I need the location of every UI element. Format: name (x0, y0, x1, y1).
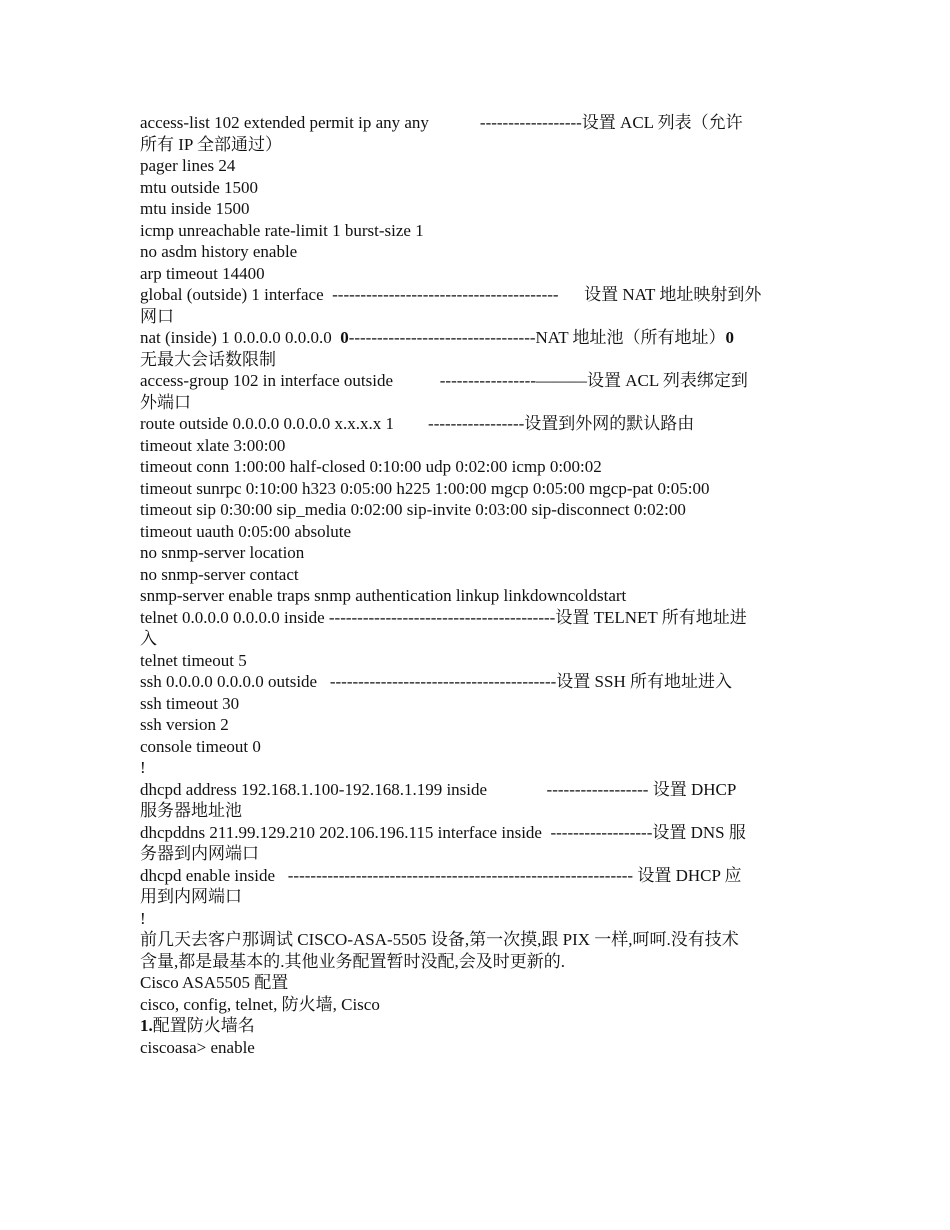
text-line: ! (140, 908, 146, 928)
section-title: 配置防火墙名 (152, 1016, 255, 1035)
text-line: 网口 (140, 306, 174, 326)
text-line: no asdm history enable (140, 242, 298, 261)
text-line: pager lines 24 (140, 156, 236, 175)
text-line: 所有 IP 全部通过） (140, 134, 282, 154)
section-number: 1. (140, 1016, 153, 1035)
text-line: console timeout 0 (140, 736, 261, 756)
text-line: 用到内网端口 (140, 887, 242, 906)
document-body (140, 112, 812, 1058)
nat-line-comment: ---------------------------------NAT 地址池（所有地址） (348, 328, 726, 347)
section-heading (140, 1015, 812, 1037)
text-line: dhcpd enable inside ------------------------------------------------------------- 设置 DHCP 应 (140, 865, 742, 885)
text-line: mtu outside 1500 (140, 177, 259, 197)
text-line: ciscoasa> enable (140, 1037, 255, 1057)
text-line: ssh timeout 30 (140, 693, 240, 713)
text-line: ! (140, 758, 146, 777)
text-line: 务器到内网端口 (140, 844, 259, 863)
text-line: icmp unreachable rate-limit 1 burst-size 1 (140, 220, 424, 240)
text-line: timeout conn 1:00:00 half-closed 0:10:00 udp 0:02:00 icmp 0:00:02 (140, 457, 602, 476)
nat-line-bold-zero-end: 0 (725, 328, 735, 347)
text-line: dhcpddns 211.99.129.210 202.106.196.115 interface inside ------------------设置 DNS 服 (140, 822, 746, 842)
text-line: 含量,都是最基本的.其他业务配置暂时没配,会及时更新的. (140, 951, 565, 971)
text-line: timeout sunrpc 0:10:00 h323 0:05:00 h225 1:00:00 mgcp 0:05:00 mgcp-pat 0:05:00 (140, 478, 710, 498)
text-line: 外端口 (140, 392, 191, 412)
text-line: arp timeout 14400 (140, 263, 265, 283)
text-line: no snmp-server contact (140, 564, 299, 584)
text-line: no snmp-server location (140, 543, 305, 562)
text-line: route outside 0.0.0.0 0.0.0.0 x.x.x.x 1 -----------------设置到外网的默认路由 (140, 414, 695, 433)
nat-line (140, 327, 812, 349)
text-line: timeout sip 0:30:00 sip_media 0:02:00 sip-invite 0:03:00 sip-disconnect 0:02:00 (140, 500, 686, 519)
nat-line-command: nat (inside) 1 0.0.0.0 0.0.0.0 (140, 328, 341, 347)
text-line: dhcpd address 192.168.1.100-192.168.1.199 inside ------------------ 设置 DHCP (140, 779, 737, 799)
text-line: global (outside) 1 interface ---------------------------------------- 设置 NAT 地址映射到外 (140, 285, 762, 304)
text-line: ssh 0.0.0.0 0.0.0.0 outside ----------------------------------------设置 SSH 所有地址进入 (140, 672, 732, 691)
text-line: ssh version 2 (140, 715, 229, 734)
text-line: timeout uauth 0:05:00 absolute (140, 521, 352, 541)
text-line: access-list 102 extended permit ip any any ------------------设置 ACL 列表（允许 (140, 113, 743, 132)
text-line: telnet timeout 5 (140, 650, 247, 670)
nat-line-bold-zero: 0 (340, 328, 349, 347)
text-line: 前几天去客户那调试 CISCO-ASA-5505 设备,第一次摸,跟 PIX 一样,呵呵.没有技术 (140, 930, 739, 949)
text-line: snmp-server enable traps snmp authentication linkup linkdowncoldstart (140, 586, 627, 605)
text-line: mtu inside 1500 (140, 199, 250, 218)
text-line: access-group 102 in interface outside -----------------———设置 ACL 列表绑定到 (140, 371, 748, 390)
text-line: telnet 0.0.0.0 0.0.0.0 inside ----------------------------------------设置 TELNET 所有地址进 (140, 607, 747, 627)
text-line: 无最大会话数限制 (140, 349, 276, 369)
text-line: Cisco ASA5505 配置 (140, 973, 289, 992)
text-line: timeout xlate 3:00:00 (140, 435, 286, 455)
text-line: cisco, config, telnet, 防火墙, Cisco (140, 994, 380, 1014)
text-line: 服务器地址池 (140, 801, 242, 820)
text-line: 入 (140, 629, 157, 648)
